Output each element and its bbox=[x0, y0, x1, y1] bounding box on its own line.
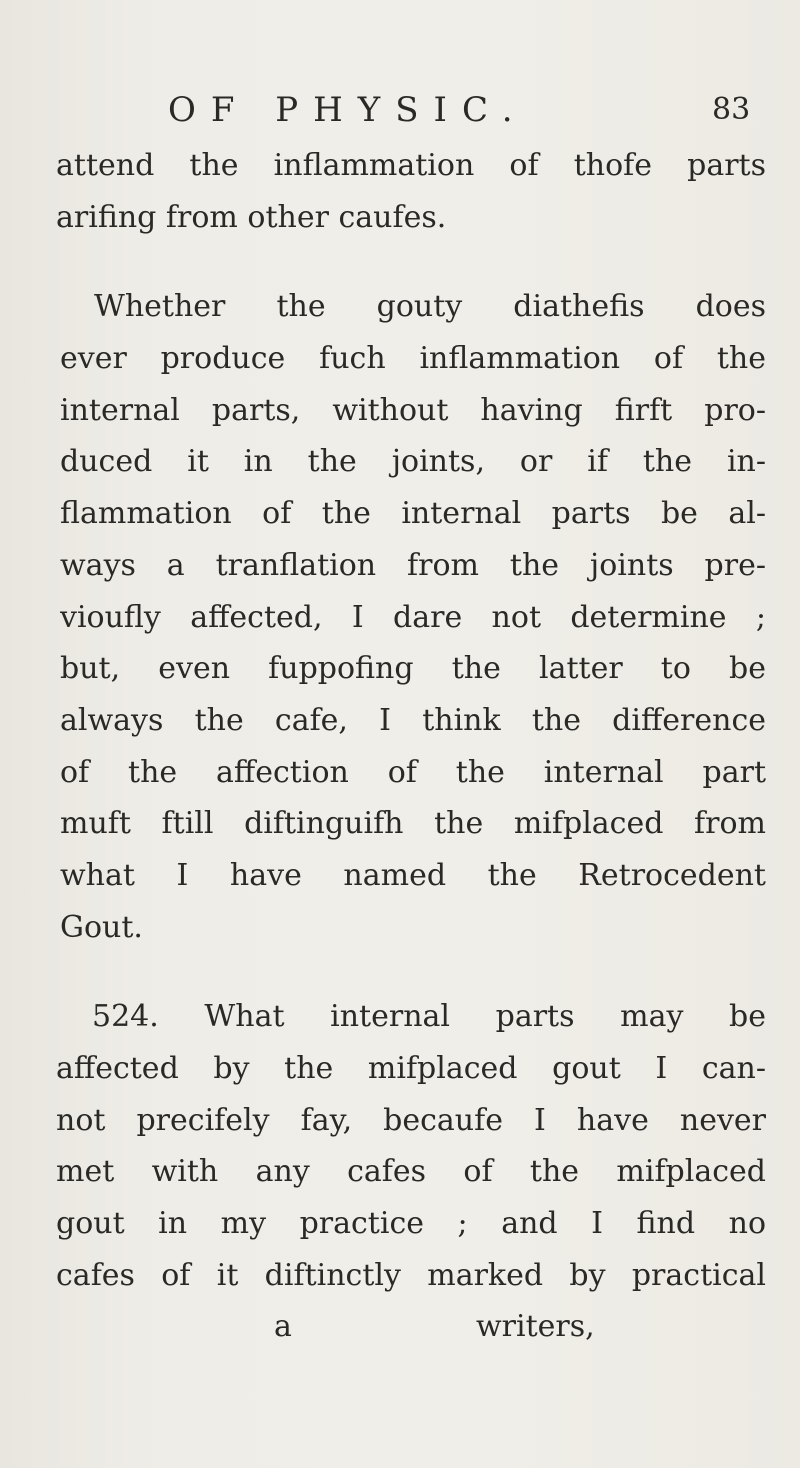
text-line: met with any cafes of the mifplaced bbox=[56, 1154, 766, 1190]
page-number: 83 bbox=[712, 92, 751, 127]
page-header bbox=[0, 88, 800, 138]
text-line: vioufly affected, I dare not determine ; bbox=[60, 599, 766, 635]
text-line: of the affection of the internal part bbox=[60, 754, 766, 790]
text-line: not precifely fay, becaufe I have never bbox=[56, 1102, 766, 1138]
text-line: 524. What internal parts may be bbox=[92, 999, 766, 1035]
body-text bbox=[56, 140, 766, 1353]
text-line: always the cafe, I think the difference bbox=[60, 702, 766, 738]
text-line: internal parts, without having firft pro- bbox=[60, 392, 766, 428]
running-title: OF PHYSIC. bbox=[168, 90, 528, 130]
text-line: what I have named the Retrocedent bbox=[60, 857, 766, 893]
text-line: gout in my practice ; and I find no bbox=[56, 1206, 766, 1242]
signature-mark: a bbox=[274, 1309, 292, 1345]
text-line: flammation of the internal parts be al- bbox=[60, 496, 766, 532]
text-line: ways a tranflation from the joints pre- bbox=[60, 547, 766, 583]
paragraph-continuation bbox=[56, 140, 766, 243]
text-line: Gout. bbox=[60, 909, 143, 945]
catchword: writers, bbox=[476, 1309, 595, 1345]
text-line: cafes of it diftinctly marked by practical bbox=[56, 1257, 766, 1293]
paragraph-gouty-diathesis bbox=[56, 281, 766, 953]
text-line: muft ftill diftinguifh the mifplaced from bbox=[60, 806, 766, 842]
text-line: ever produce fuch inflammation of the bbox=[60, 341, 766, 377]
page-footer bbox=[56, 1301, 766, 1353]
text-line: affected by the mifplaced gout I can- bbox=[56, 1051, 766, 1086]
text-line: duced it in the joints, or if the in- bbox=[60, 444, 766, 480]
text-line: but, even fuppofing the latter to be bbox=[60, 651, 766, 687]
text-line: attend the inflammation of thofe parts bbox=[56, 148, 766, 183]
paragraph-524 bbox=[56, 991, 766, 1301]
text-line: arifing from other caufes. bbox=[56, 199, 447, 235]
text-line: Whether the gouty diathefis does bbox=[94, 289, 766, 325]
